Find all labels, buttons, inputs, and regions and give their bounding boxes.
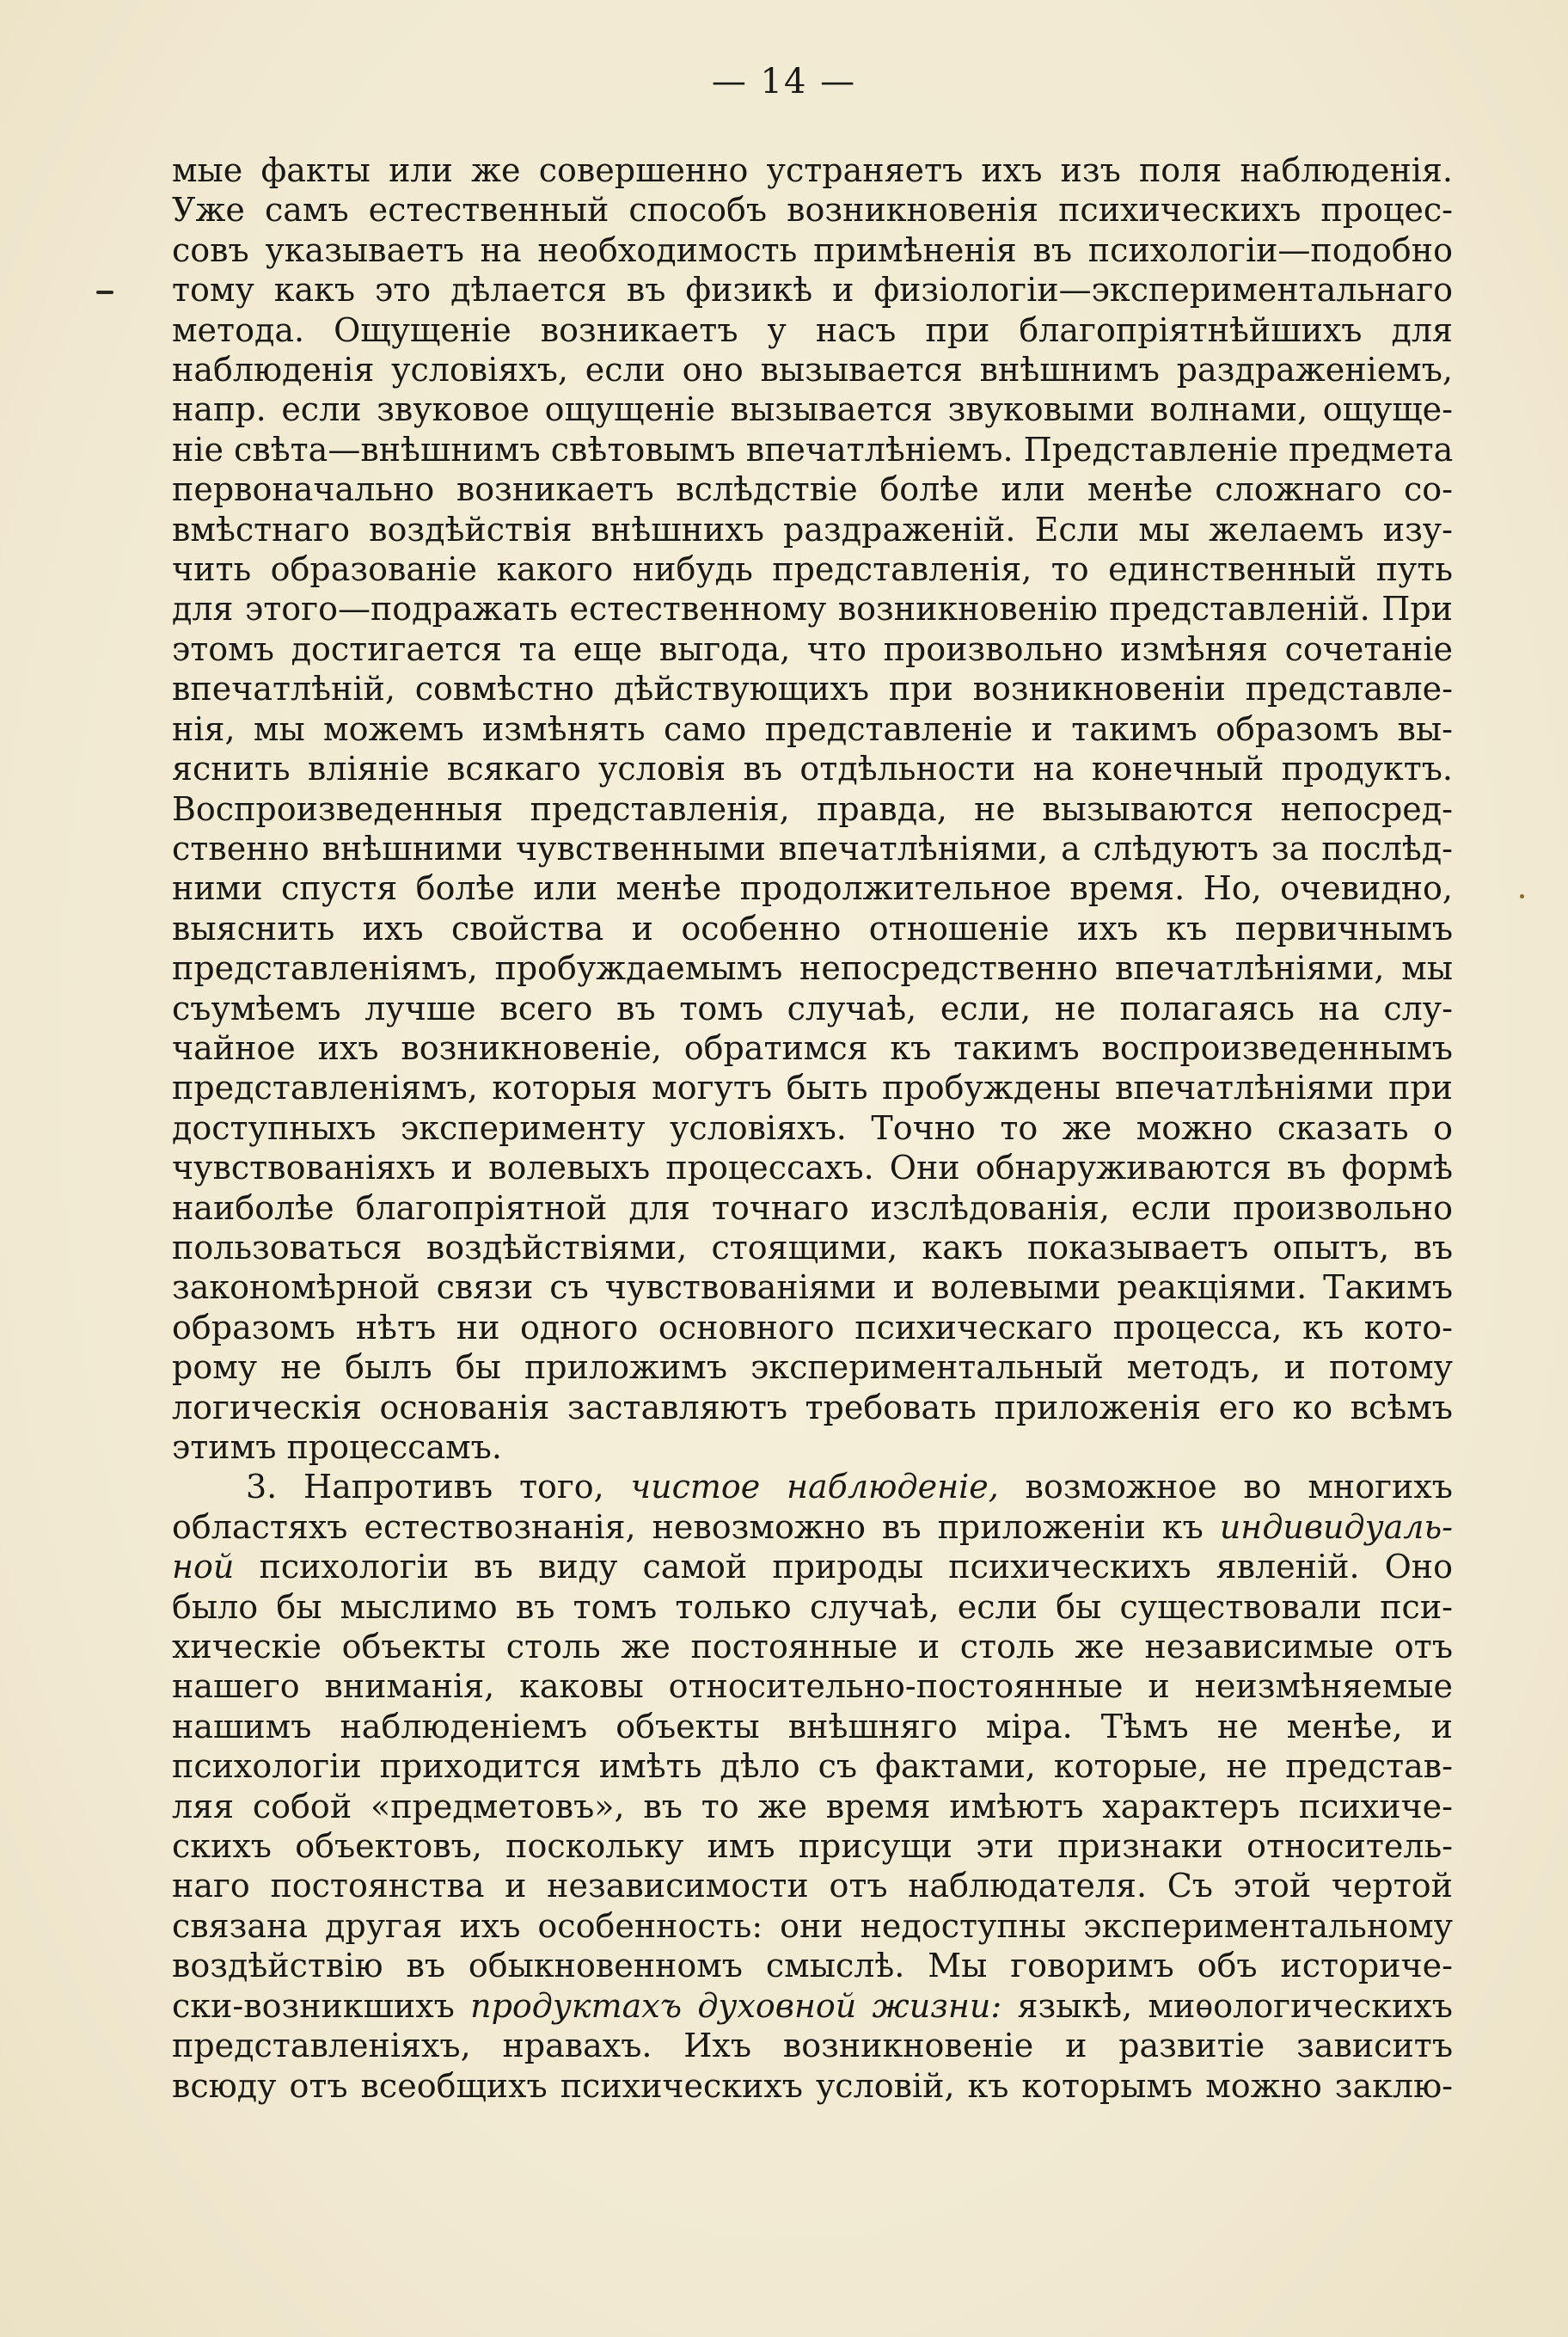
- paragraph-2: [172, 1467, 1453, 2106]
- text-line: представленіямъ, пробуждаемымъ непосредственно впечатлѣніями, мы: [172, 949, 1453, 988]
- emphasis: чистое наблюденіе,: [630, 1468, 999, 1506]
- text-line: представленіямъ, которыя могутъ быть пробуждены впечатлѣніями при: [172, 1069, 1453, 1107]
- text-line: ственно внѣшними чувственными впечатлѣніями, а слѣдуютъ за послѣд-: [172, 829, 1453, 868]
- text-line: нашего вниманія, каковы относительно-постоянные и неизмѣняемые: [172, 1667, 1453, 1706]
- text-line: съумѣемъ лучше всего въ томъ случаѣ, если, не полагаясь на слу-: [172, 989, 1453, 1027]
- text-line: наго постоянства и независимости отъ наблюдателя. Съ этой чертой: [172, 1867, 1453, 1905]
- text-line: ной психологіи въ виду самой природы психическихъ явленій. Оно: [172, 1548, 1453, 1586]
- text-line: впечатлѣній, совмѣстно дѣйствующихъ при возникновеніи представле-: [172, 670, 1453, 708]
- text-line: ски-возникшихъ продуктахъ духовной жизни: языкѣ, миѳологическихъ: [172, 1986, 1453, 2025]
- text-line: напр. если звуковое ощущеніе вызывается звуковыми волнами, ощуще-: [172, 390, 1453, 429]
- emphasis: продуктахъ духовной жизни:: [470, 1986, 1002, 2025]
- text-line: закономѣрной связи съ чувствованіями и волевыми реакціями. Такимъ: [172, 1268, 1453, 1307]
- text-line: мые факты или же совершенно устраняетъ ихъ изъ поля наблюденія.: [172, 151, 1453, 189]
- body-text: [172, 150, 1453, 2106]
- text-line: логическія основанія заставляютъ требовать приложенія его ко всѣмъ: [172, 1388, 1453, 1426]
- text-line: образомъ нѣтъ ни одного основного психическаго процесса, къ кото-: [172, 1308, 1453, 1346]
- text-line: воздѣйствію въ обыкновенномъ смыслѣ. Мы говоримъ объ историче-: [172, 1947, 1453, 1985]
- text-line: связана другая ихъ особенность: они недоступны экспериментальному: [172, 1906, 1453, 1945]
- text-line: нашимъ наблюденіемъ объекты внѣшняго міра. Тѣмъ не менѣе, и: [172, 1707, 1453, 1745]
- text-line: совъ указываетъ на необходимость примѣненія въ психологіи—подобно: [172, 230, 1453, 269]
- emphasis: ной: [172, 1548, 235, 1586]
- text-line: рому не былъ бы приложимъ экспериментальный методъ, и потому: [172, 1348, 1453, 1387]
- text-line: 3. Напротивъ того, чистое наблюденіе, возможное во многихъ: [246, 1468, 1453, 1506]
- text-line: метода. Ощущеніе возникаетъ у насъ при благопріятнѣйшихъ для: [172, 310, 1453, 349]
- text-line: доступныхъ эксперименту условіяхъ. Точно то же можно сказать о: [172, 1108, 1453, 1147]
- paper-spot: [1520, 894, 1524, 899]
- text-line: всюду отъ всеобщихъ психическихъ условій, къ которымъ можно заклю-: [172, 2066, 1453, 2105]
- text-line: Воспроизведенныя представленія, правда, не вызываются непосред-: [172, 789, 1453, 828]
- text-line: выяснить ихъ свойства и особенно отношеніе ихъ къ первичнымъ: [172, 909, 1453, 948]
- text-line: яснить вліяніе всякаго условія въ отдѣльности на конечный продуктъ.: [172, 750, 1453, 788]
- text-line: нія, мы можемъ измѣнять само представленіе и такимъ образомъ вы-: [172, 709, 1453, 748]
- text-line: чить образованіе какого нибудь представленія, то единственный путь: [172, 550, 1453, 589]
- text-line: ними спустя болѣе или менѣе продолжительное время. Но, очевидно,: [172, 869, 1453, 908]
- text-line: чайное ихъ возникновеніе, обратимся къ такимъ воспроизведеннымъ: [172, 1028, 1453, 1067]
- text-line: хическіе объекты столь же постоянные и столь же независимые отъ: [172, 1628, 1453, 1666]
- text-line: наиболѣе благопріятной для точнаго изслѣдованія, если произвольно: [172, 1188, 1453, 1227]
- margin-mark: [96, 291, 113, 294]
- text-line: для этого—подражать естественному возникновенію представленій. При: [172, 590, 1453, 629]
- text-line: этомъ достигается та еще выгода, что произвольно измѣняя сочетаніе: [172, 629, 1453, 668]
- text-line: этимъ процессамъ.: [172, 1428, 502, 1466]
- text-line: было бы мыслимо въ томъ только случаѣ, если бы существовали пси-: [172, 1587, 1453, 1626]
- text-line: скихъ объектовъ, поскольку имъ присущи эти признаки относитель-: [172, 1827, 1453, 1866]
- text-line: наблюденія условіяхъ, если оно вызывается внѣшнимъ раздраженіемъ,: [172, 351, 1453, 390]
- page-number: — 14 —: [711, 62, 857, 101]
- text-line: пользоваться воздѣйствіями, стоящими, какъ показываетъ опытъ, въ: [172, 1228, 1453, 1267]
- text-line: ніе свѣта—внѣшнимъ свѣтовымъ впечатлѣніемъ. Представленіе предмета: [172, 430, 1453, 469]
- text-line: тому какъ это дѣлается въ физикѣ и физіологіи—экспериментальнаго: [172, 271, 1453, 310]
- text-line: представленіяхъ, нравахъ. Ихъ возникновеніе и развитіе зависитъ: [172, 2027, 1453, 2065]
- text-line: чувствованіяхъ и волевыхъ процессахъ. Они обнаруживаются въ формѣ: [172, 1149, 1453, 1187]
- text-line: первоначально возникаетъ вслѣдствіе болѣе или менѣе сложнаго со-: [172, 470, 1453, 509]
- paragraph-1: [172, 150, 1453, 1467]
- text-line: Уже самъ естественный способъ возникновенія психическихъ процес-: [172, 191, 1453, 230]
- text-line: психологіи приходится имѣть дѣло съ фактами, которые, не представ-: [172, 1747, 1453, 1786]
- text-line: вмѣстнаго воздѣйствія внѣшнихъ раздраженій. Если мы желаемъ изу-: [172, 510, 1453, 549]
- text-line: областяхъ естествознанія, невозможно въ приложеніи къ индивидуаль-: [172, 1507, 1453, 1546]
- emphasis: индивидуаль-: [1219, 1507, 1453, 1546]
- text-line: ляя собой «предметовъ», въ то же время имѣютъ характеръ психиче-: [172, 1787, 1453, 1825]
